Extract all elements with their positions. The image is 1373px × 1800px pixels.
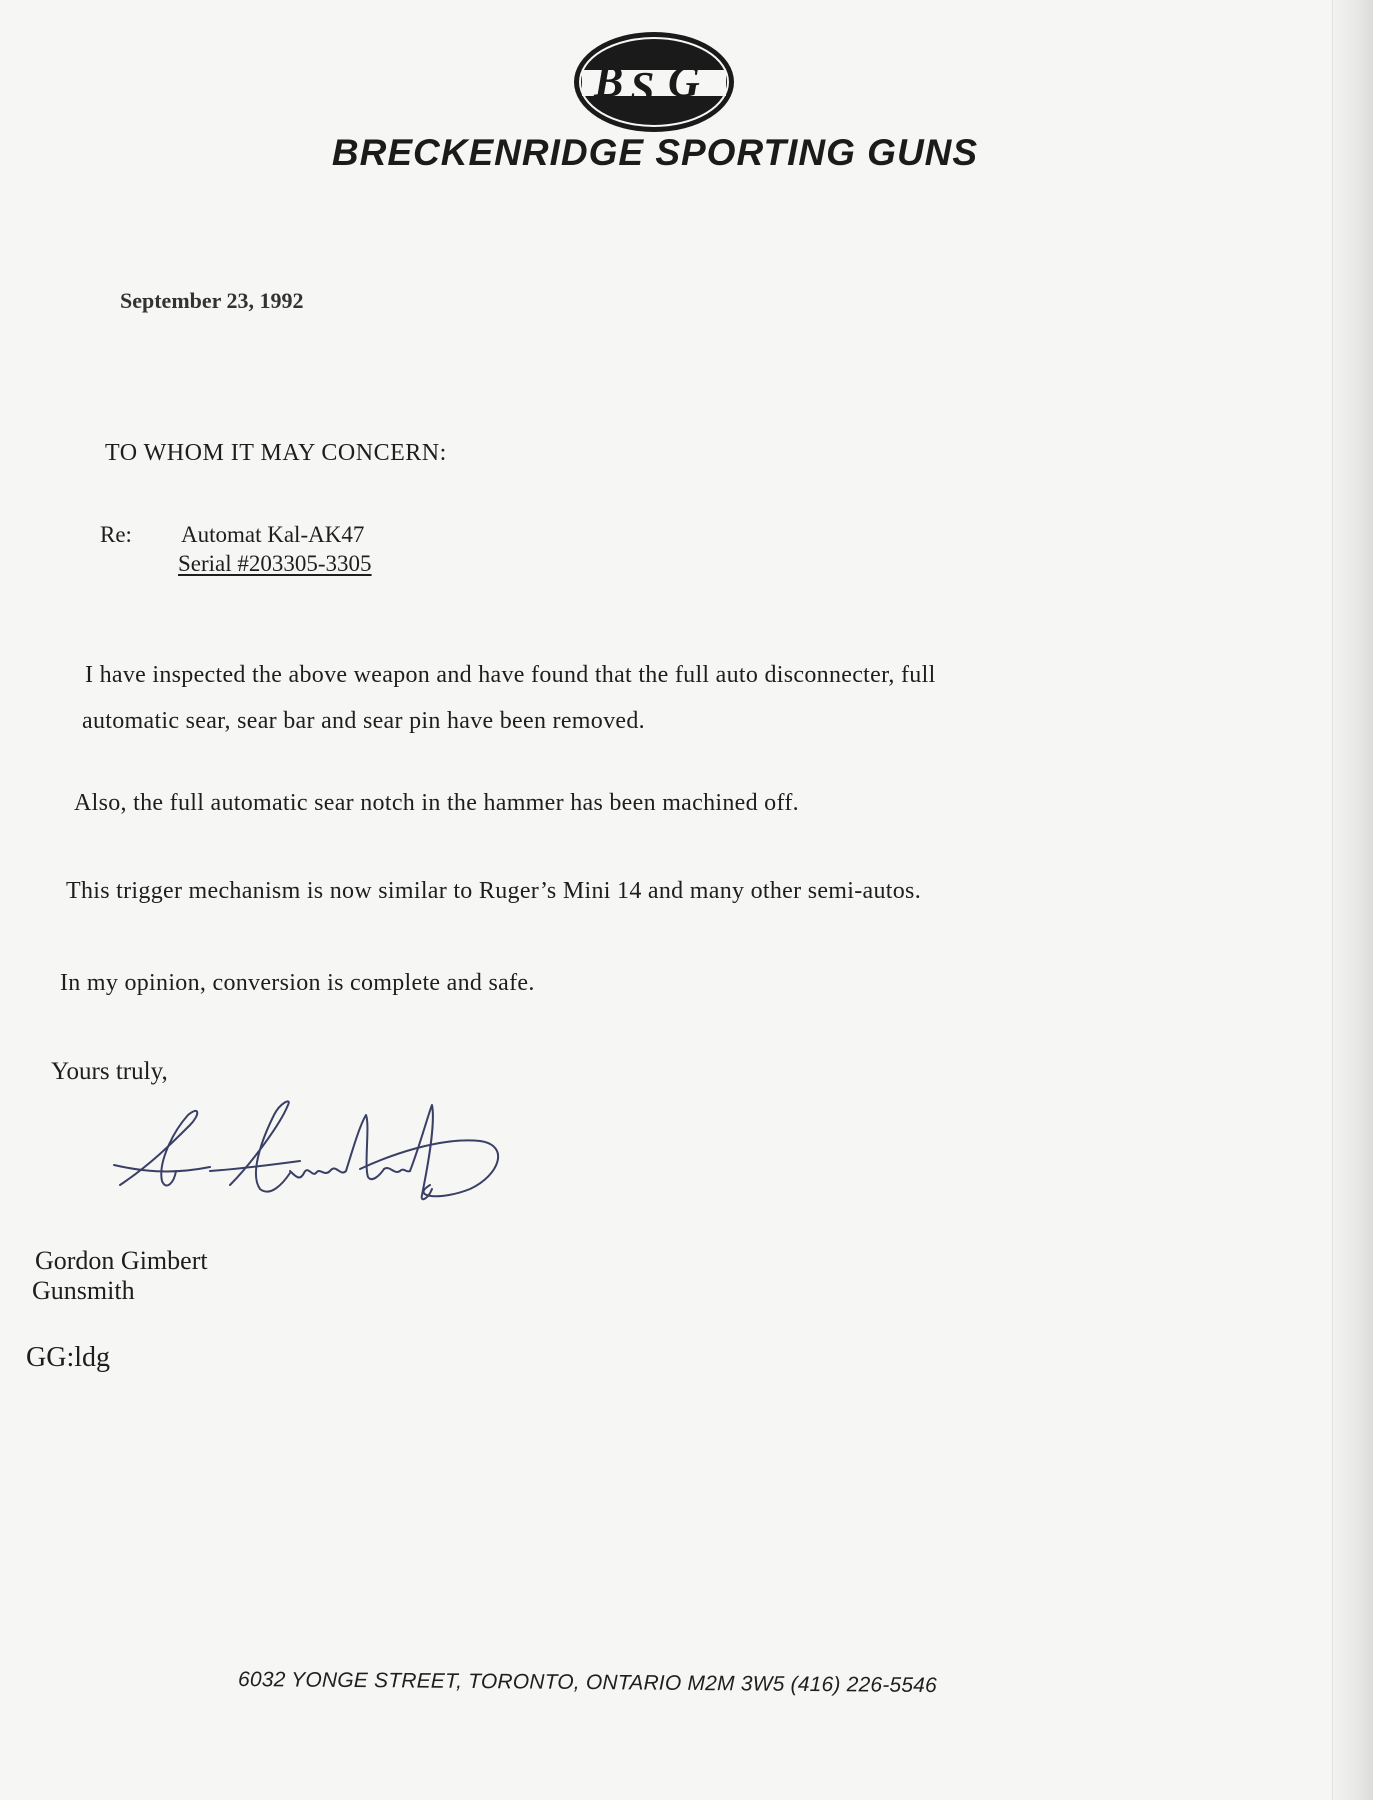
- page-edge-shadow: [1332, 0, 1373, 1800]
- reference-initials: GG:ldg: [26, 1342, 110, 1373]
- re-label: Re:: [100, 522, 132, 547]
- handwritten-signature: [110, 1085, 510, 1215]
- company-name: BRECKENRIDGE SPORTING GUNS: [331, 132, 979, 173]
- paragraph-3: This trigger mechanism is now similar to Ruger’s Mini 14 and many other semi-autos.: [66, 878, 921, 904]
- salutation: TO WHOM IT MAY CONCERN:: [105, 440, 447, 466]
- footer-address: 6032 YONGE STREET, TORONTO, ONTARIO M2M 3W5 (416) 226-5546: [237, 1668, 938, 1698]
- paragraph-1-line-1: I have inspected the above weapon and have found that the full auto disconnecter, full: [85, 662, 936, 688]
- svg-text:S: S: [630, 63, 655, 112]
- signer-name: Gordon Gimbert: [35, 1246, 208, 1275]
- closing: Yours truly,: [51, 1058, 168, 1085]
- letter-date: September 23, 1992: [120, 288, 304, 313]
- bsg-logo: [572, 30, 736, 134]
- re-serial-number: Serial #203305-3305: [178, 551, 372, 576]
- paragraph-2: Also, the full automatic sear notch in the hammer has been machined off.: [74, 790, 799, 816]
- svg-text:B: B: [594, 57, 624, 106]
- signer-title: Gunsmith: [32, 1276, 135, 1305]
- re-item: Automat Kal-AK47: [181, 522, 365, 547]
- paragraph-4: In my opinion, conversion is complete and safe.: [60, 970, 535, 996]
- paragraph-1-line-2: automatic sear, sear bar and sear pin have been removed.: [82, 708, 645, 734]
- svg-text:G: G: [668, 57, 700, 106]
